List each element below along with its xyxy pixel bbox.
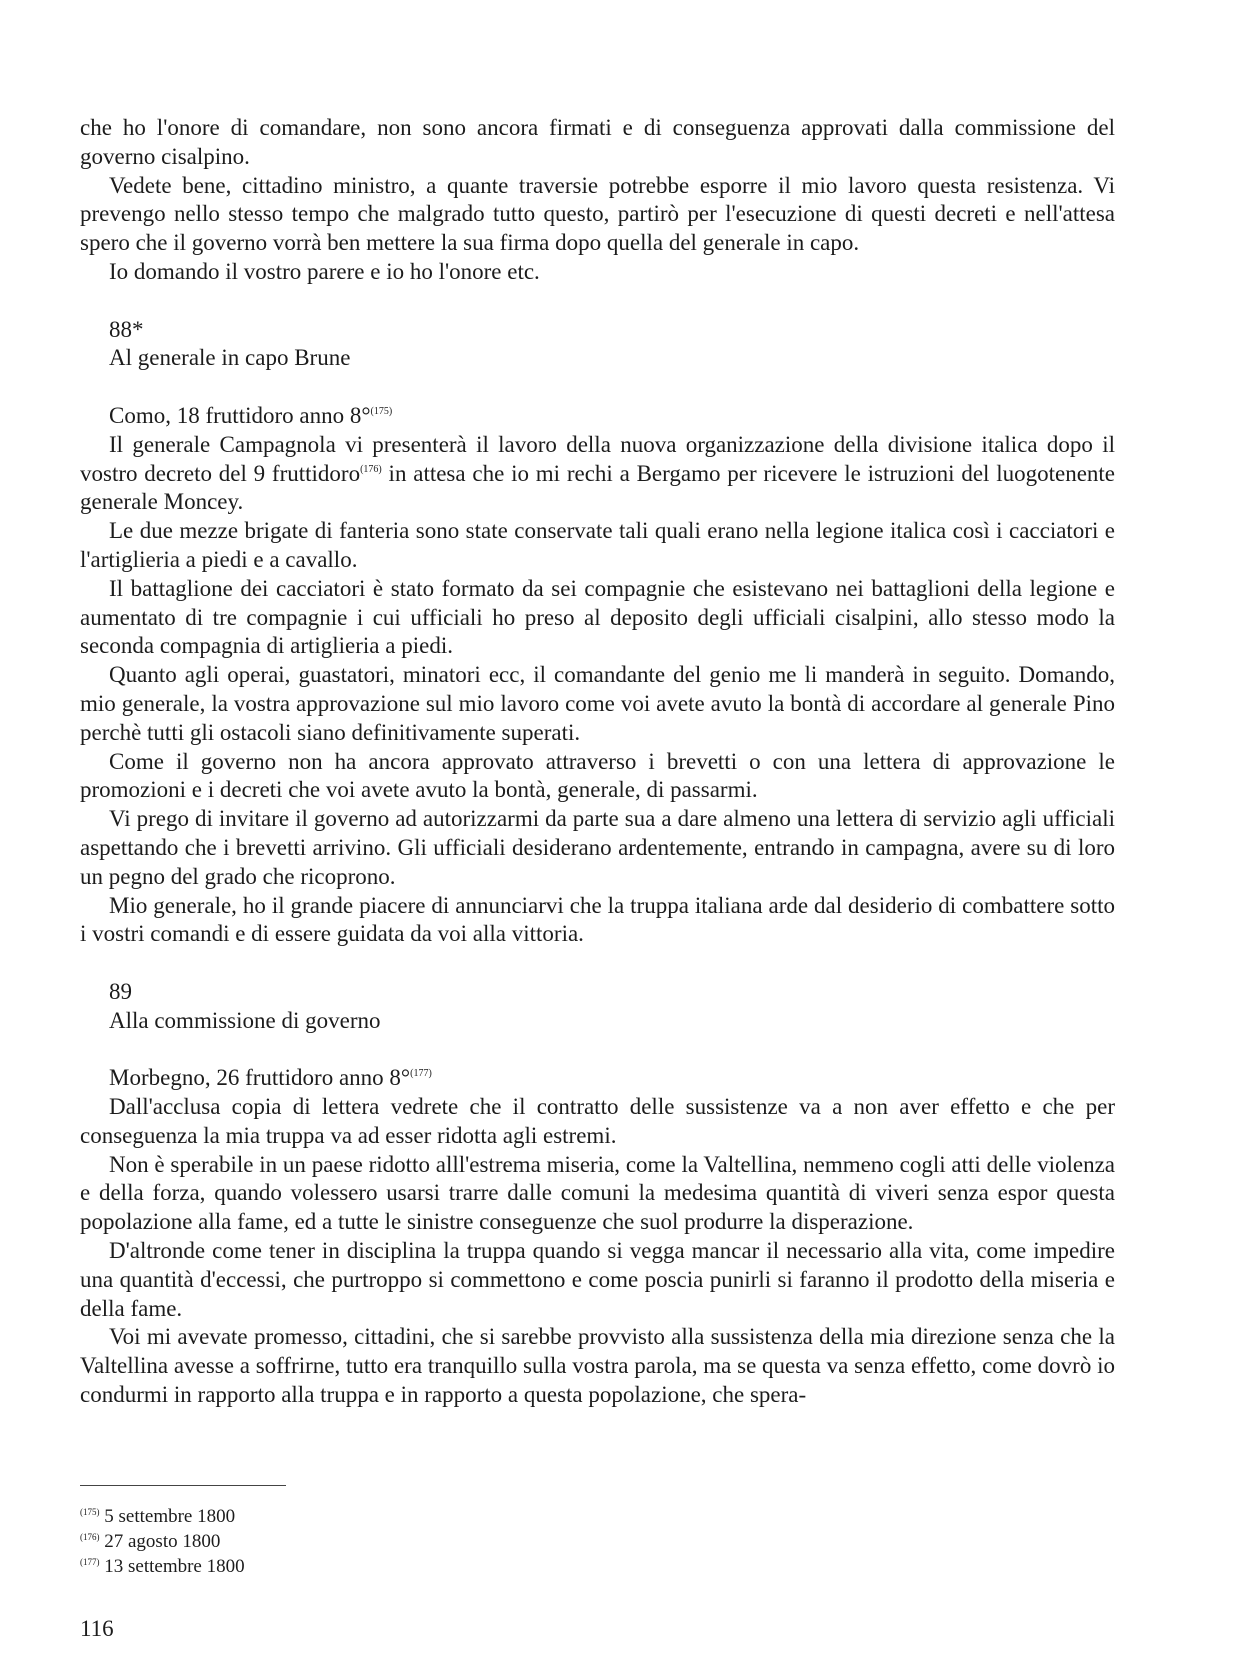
- paragraph: Le due mezze brigate di fanteria sono state conservate tali quali erano nella legione italica così i cacciatori e l'artiglieria a piedi e a cavallo.: [80, 518, 1115, 572]
- footnote-ref: (175): [370, 405, 393, 417]
- paragraph: che ho l'onore di comandare, non sono ancora firmati e di conseguenza approvati dalla commissione del governo cisalpino.: [80, 115, 1115, 169]
- footnote: $^{(177)}$ 13 settembre 1800: [80, 1556, 245, 1577]
- paragraph: Voi mi avevate promesso, cittadini, che si sarebbe provvisto alla sussistenza della mia direzione senza che la Valtellina avesse a soffrirne, tutto era tranquillo sulla vostra parola, ma se questa va senza effetto, come dovrò io condurmi in rapporto alla truppa e in rapporto a questa popolazione, che spera-: [80, 1324, 1115, 1408]
- paragraph: D'altronde come tener in disciplina la truppa quando si vegga mancar il necessario alla vita, come impedire una quantità d'eccessi, che purtroppo si commettono e come poscia punirli si faranno il prodotto della miseria e della fame.: [80, 1238, 1115, 1321]
- letter-recipient: Alla commissione di governo: [109, 1007, 381, 1033]
- paragraph: Quanto agli operai, guastatori, minatori ecc, il comandante del genio me li manderà in seguito. Domando, mio generale, la vostra approvazione sul mio lavoro come voi avete avuto la bontà di accordare al generale Pino perchè tutti gli ostacoli siano definitivamente superati.: [80, 662, 1115, 745]
- letter-recipient: Al generale in capo Brune: [109, 345, 351, 371]
- paragraph: Vi prego di invitare il governo ad autorizzarmi da parte sua a dare almeno una lettera di servizio agli ufficiali aspettando che i brevetti arrivino. Gli ufficiali desiderano ardentemente, entrando in campagna, avere su di loro un pegno del grado che ricoprono.: [80, 806, 1115, 889]
- letter-number: 88*: [109, 316, 144, 342]
- paragraph: Dall'acclusa copia di lettera vedrete che il contratto delle sussistenze va a non aver effetto e che per conseguenza la mia truppa va ad esser ridotta agli estremi.: [80, 1094, 1115, 1148]
- footnote: $^{(175)}$ 5 settembre 1800: [80, 1506, 236, 1527]
- letter-dateline: Morbegno, 26 fruttidoro anno 8°$^{(177)}$: [109, 1065, 432, 1091]
- footnote-divider: [80, 1485, 286, 1486]
- paragraph: Mio generale, ho il grande piacere di annunciarvi che la truppa italiana arde dal desiderio di combattere sotto i vostri comandi e di essere guidata da voi alla vittoria.: [80, 892, 1115, 947]
- paragraph: Il generale Campagnola vi presenterà il lavoro della nuova organizzazione della divisione italica dopo il vostro decreto del 9 fruttidoro$^{(176)}$ in attesa che io mi rechi a Bergamo per ricevere le istruzioni del luogotenente generale Moncey.: [80, 431, 1116, 515]
- paragraph: Io domando il vostro parere e io ho l'onore etc.: [109, 258, 540, 284]
- letter-dateline: Como, 18 fruttidoro anno 8°$^{(175)}$: [109, 402, 393, 428]
- page-body: [80, 114, 1115, 1410]
- letter-number: 89: [109, 978, 132, 1004]
- footnote-ref: (176): [360, 463, 382, 475]
- footnote-ref: (177): [410, 1068, 432, 1080]
- footnote: $^{(176)}$ 27 agosto 1800: [80, 1531, 221, 1552]
- paragraph: Vedete bene, cittadino ministro, a quante traversie potrebbe esporre il mio lavoro questa resistenza. Vi prevengo nello stesso tempo che malgrado tutto questo, partirò per l'esecuzione di questi decreti e nell'attesa spero che il governo vorrà ben mettere la sua firma dopo quella del generale in capo.: [80, 172, 1115, 256]
- paragraph: Il battaglione dei cacciatori è stato formato da sei compagnie che esistevano nei battaglioni della legione e aumentato di tre compagnie i cui ufficiali ho preso al deposito degli ufficiali cisalpini, allo stesso modo la seconda compagnia di artiglieria a piedi.: [80, 575, 1115, 659]
- page-number: 116: [80, 1616, 114, 1641]
- paragraph: Non è sperabile in un paese ridotto alll'estrema miseria, come la Valtellina, nemmeno cogli atti delle violenza e della forza, quando volessero usarsi trarre dalle comuni la medesima quantità di viveri senza espor questa popolazione alla fame, ed a tutte le sinistre conseguenze che suol produrre la disperazione.: [80, 1151, 1115, 1235]
- paragraph: Come il governo non ha ancora approvato attraverso i brevetti o con una lettera di approvazione le promozioni e i decreti che voi avete avuto la bontà, generale, di passarmi.: [80, 748, 1115, 803]
- footnotes: [80, 1485, 680, 1579]
